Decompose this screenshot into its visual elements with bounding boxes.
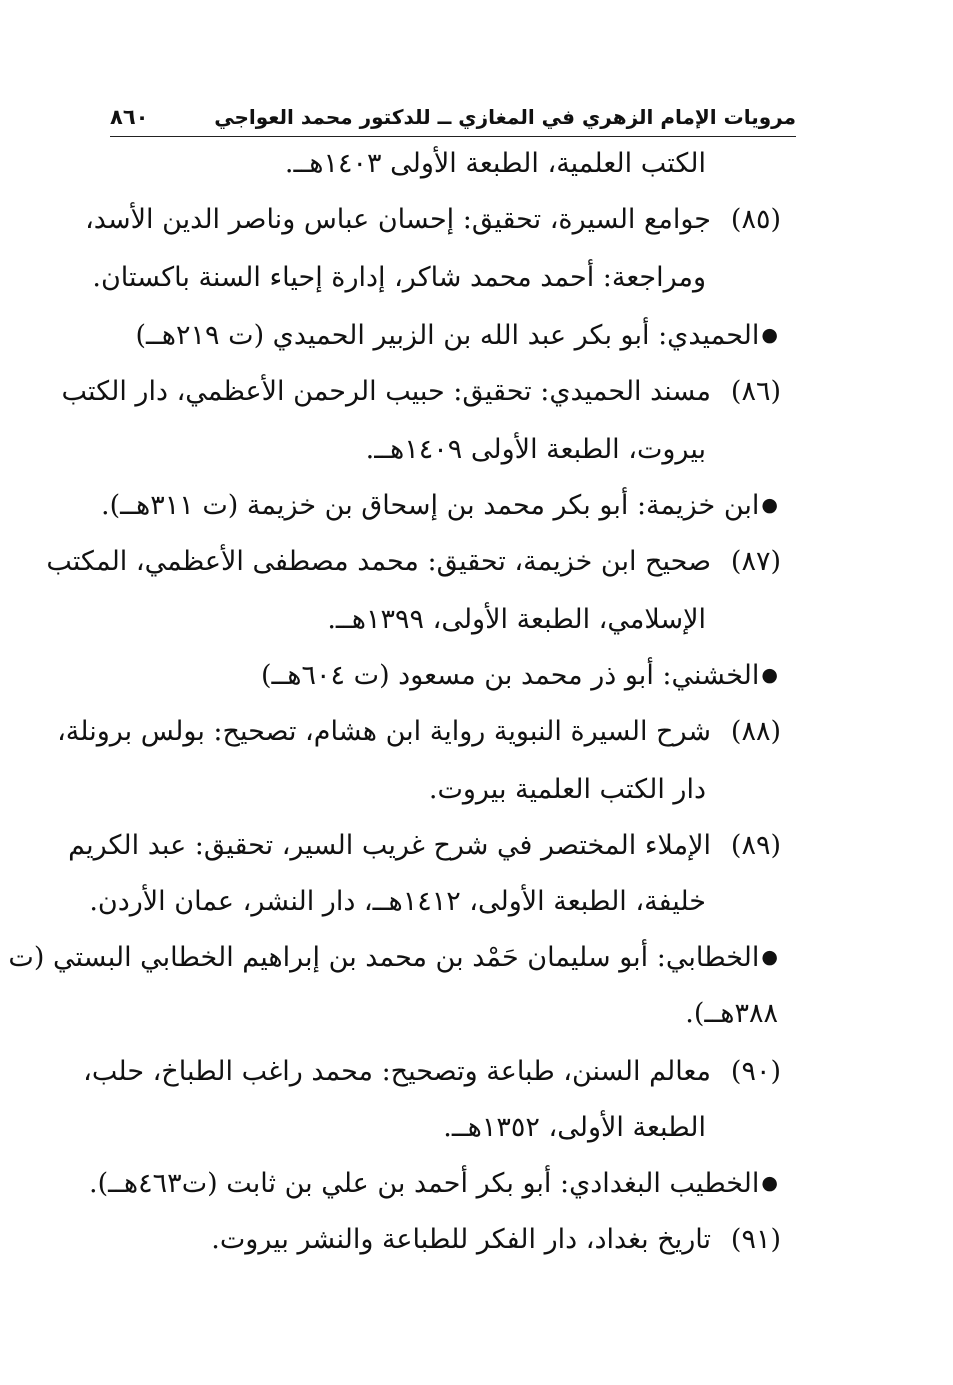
author-line: ● ابن خزيمة: أبو بكر محمد بن إسحاق بن خزيمة (ت ٣١١هــ).: [101, 492, 778, 519]
entry-text: صحيح ابن خزيمة، تحقيق: محمد مصطفى الأعظمي، المكتب: [46, 546, 711, 577]
reference-entry: [46, 546, 781, 577]
entry-text: شرح السيرة النبوية رواية ابن هشام، تصحيح: بولس برونلة،: [57, 716, 711, 747]
running-title: مرويات الإمام الزهري في المغازي ــ للدكتور محمد العواجي: [214, 105, 796, 129]
reference-entry: [57, 716, 781, 747]
author-line: ● الخطيب البغدادي: أبو بكر أحمد بن علي بن ثابت (ت٤٦٣هــ).: [89, 1170, 778, 1197]
text-line: ٣٨٨هــ).: [685, 998, 778, 1029]
entry-number: (٨٩): [730, 830, 781, 861]
entry-number: (٨٨): [730, 716, 781, 747]
text-line: دار الكتب العلمية بيروت.: [428, 774, 706, 805]
reference-entry: [85, 204, 781, 235]
reference-entry: [211, 1226, 781, 1253]
text-line: الطبعة الأولى، ١٣٥٢هــ.: [443, 1112, 706, 1143]
page-number: ٨٦٠: [110, 105, 149, 129]
entry-number: (٨٦): [730, 376, 781, 407]
entry-number: (٨٧): [730, 546, 781, 577]
entry-number: (٨٥): [730, 204, 781, 235]
text-line: بيروت، الطبعة الأولى ١٤٠٩هــ.: [365, 434, 706, 465]
entry-text: الإملاء المختصر في شرح غريب السير، تحقيق: عبد الكريم: [68, 830, 711, 861]
entry-number: (٩١): [730, 1224, 781, 1255]
text-line: الكتب العلمية، الطبعة الأولى ١٤٠٣هــ.: [284, 148, 706, 179]
text-line: ومراجعة: أحمد محمد شاكر، إدارة إحياء السنة باكستان.: [92, 262, 706, 293]
author-line: ● الحميدي: أبو بكر عبد الله بن الزبير الحميدي (ت ٢١٩هــ): [135, 322, 778, 349]
author-line: ● الخطابي: أبو سليمان حَمْد بن محمد بن إبراهيم الخطابي البستي (ت: [110, 944, 778, 971]
reference-entry: [68, 830, 781, 861]
reference-entry: [61, 376, 781, 407]
entry-text: جوامع السيرة، تحقيق: إحسان عباس وناصر الدين الأسد،: [85, 204, 711, 235]
text-line: الإسلامي، الطبعة الأولى، ١٣٩٩هــ.: [327, 604, 706, 635]
entry-number: (٩٠): [730, 1056, 781, 1087]
author-line: ● الخشني: أبو ذر محمد بن مسعود (ت ٦٠٤هــ): [261, 662, 778, 689]
entry-text: معالم السنن، طباعة وتصحيح: محمد راغب الطباخ، حلب،: [83, 1056, 711, 1087]
text-line: خليفة، الطبعة الأولى، ١٤١٢هــ، دار النشر، عمان الأردن.: [89, 886, 706, 917]
reference-entry: [83, 1056, 781, 1087]
entry-text: مسند الحميدي: تحقيق: حبيب الرحمن الأعظمي، دار الكتب: [61, 376, 711, 407]
page-header: [110, 98, 796, 137]
entry-text: تاريخ بغداد، دار الفكر للطباعة والنشر بيروت.: [211, 1224, 711, 1255]
